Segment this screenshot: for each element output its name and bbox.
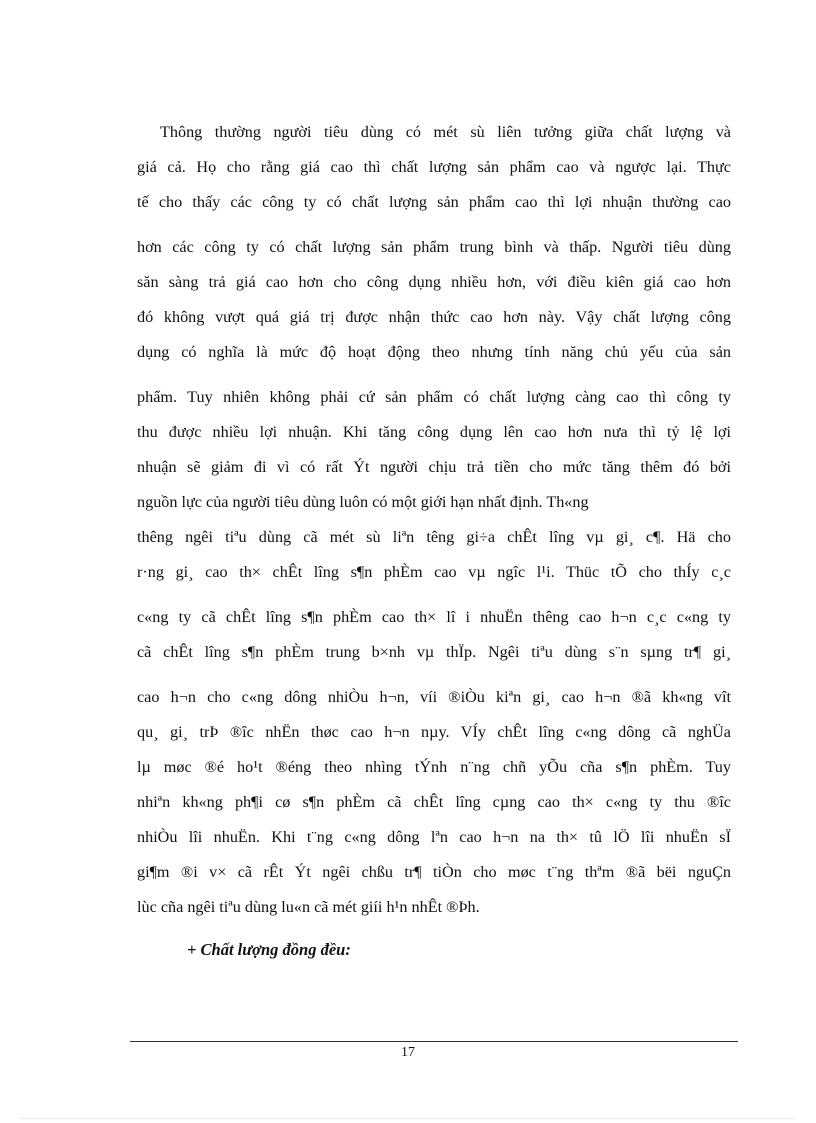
text-line: Thông thường người tiêu dùng có mét sù liên tưởng giữa chất lượng và [160,123,731,141]
text-line: r·ng gi¸ cao th× chÊt lîng s¶n phÈm cao vµ ngîc l¹i. Thüc tÕ cho thÍy c¸c [137,563,731,581]
page-bottom-edge [20,1118,796,1119]
page-number: 17 [401,1045,415,1060]
text-line: thu được nhiều lợi nhuận. Khi tăng công dụng lên cao hơn nưa thì tỷ lệ lợi [137,423,731,441]
text-line: nhiªn kh«ng ph¶i cø s¶n phÈm cã chÊt lîng cµng cao th× c«ng ty thu ®îc [137,793,731,811]
text-line: thêng ngêi tiªu dùng cã mét sù liªn têng gi÷a chÊt lîng vµ gi¸ c¶. Hä cho [137,528,731,546]
text-line: tế cho thấy các công ty có chất lượng sản phẩm cao thì lợi nhuận thường cao [137,193,731,211]
text-line: nhuận sẽ giảm đi vì có rất Ýt người chịu trả tiền cho mức tăng thêm đó bởi [137,458,731,476]
text-line: hơn các công ty có chất lượng sản phẩm trung bình và thấp. Người tiêu dùng [137,238,731,256]
text-line: nhiÒu lîi nhuËn. Khi t¨ng c«ng dông lªn cao h¬n na th× tû lÖ lîi nhuËn sÏ [137,828,731,846]
text-line: cao h¬n cho c«ng dông nhiÒu h¬n, víi ®iÒu kiªn gi¸ cao h¬n ®ã kh«ng vît [137,688,731,706]
text-line: đó không vượt quá giá trị được nhận thức cao hơn này. Vậy chất lượng công [137,308,731,326]
text-line: gi¶m ®i v× cã rÊt Ýt ngêi chßu tr¶ tiÒn cho møc t¨ng thªm ®ã bëi nguÇn [137,863,731,881]
footer-divider [130,1041,738,1042]
text-line: cã chÊt lîng s¶n phÈm trung b×nh vµ thÏp. Ngêi tiªu dùng s¨n sµng tr¶ gi¸ [137,643,731,661]
text-line: qu¸ gi¸ trÞ ®îc nhËn thøc cao h¬n nµy. VÍy chÊt lîng c«ng dông cã nghÜa [137,723,731,741]
text-line: săn sàng trả giá cao hơn cho công dụng nhiều hơn, với điều kiên giá cao hơn [137,273,731,291]
text-line: giá cả. Họ cho rằng giá cao thì chất lượng sản phẩm cao và ngược lại. Thực [137,158,731,176]
text-line: lùc cña ngêi tiªu dùng lu«n cã mét giíi h¹n nhÊt ®Þh. [137,898,480,916]
section-heading: + Chất lượng đồng đều: [187,940,351,959]
text-line: lµ møc ®é ho¹t ®éng theo nhìng tÝnh n¨ng chñ yÕu cña s¶n phÈm. Tuy [137,758,731,776]
text-line: nguồn lực của người tiêu dùng luôn có một giới hạn nhất định. Th«ng [137,493,589,511]
text-line: c«ng ty cã chÊt lîng s¶n phÈm cao th× lî i nhuËn thêng cao h¬n c¸c c«ng ty [137,608,731,626]
text-line: dụng có nghĩa là mức độ hoạt động theo nhưng tính năng chủ yếu của sản [137,343,731,361]
text-line: phẩm. Tuy nhiên không phải cứ sản phẩm có chất lượng càng cao thì công ty [137,388,731,406]
